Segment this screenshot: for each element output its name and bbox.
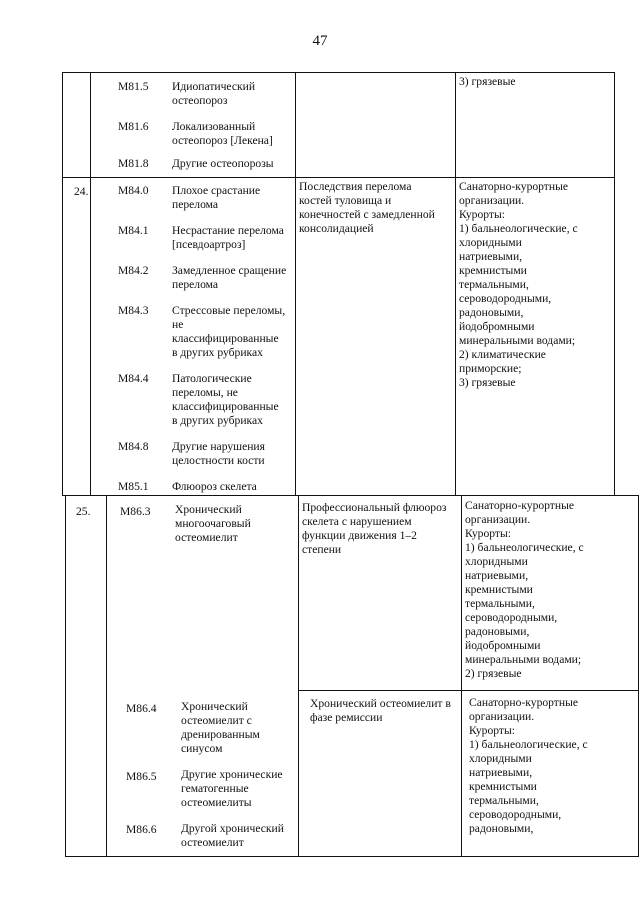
code-m84-3: M84.3 xyxy=(118,304,149,317)
name-m84-1: Несрастание перелома [псевдоартроз] xyxy=(172,224,284,251)
name-m81-5: Идиопатический остеопороз xyxy=(172,80,256,107)
code-m84-8: M84.8 xyxy=(118,440,149,453)
name-m81-6: Локализованный остеопороз [Лекена] xyxy=(172,120,273,147)
name-m84-2: Замедленное сращение перелома xyxy=(172,264,287,291)
code-m84-0: M84.0 xyxy=(118,184,149,197)
table-border-left-lower xyxy=(65,495,66,857)
name-m86-4: Хронический остеомиелит с дренированным синусом xyxy=(181,700,260,755)
name-m84-8: Другие нарушения целостности кости xyxy=(172,440,265,467)
row-sep-25 xyxy=(62,495,639,496)
name-m85-1: Флюороз скелета xyxy=(172,480,257,493)
col-sep-2 xyxy=(295,72,296,495)
code-m86-5: M86.5 xyxy=(126,770,157,783)
code-m86-6: M86.6 xyxy=(126,823,157,836)
code-m81-5: M81.5 xyxy=(118,80,149,93)
col-sep-3-lower xyxy=(461,495,462,857)
form-row25: Профессиональный флюороз скелета с нарушением функции движения 1–2 степени xyxy=(302,501,447,556)
form-row25b: Хронический остеомиелит в фазе ремиссии xyxy=(310,697,451,724)
name-m81-8: Другие остеопорозы xyxy=(172,157,274,170)
code-m84-1: M84.1 xyxy=(118,224,149,237)
code-m81-6: M81.6 xyxy=(118,120,149,133)
code-m81-8: M81.8 xyxy=(118,157,149,170)
table-border-top xyxy=(62,72,615,73)
code-m85-1: M85.1 xyxy=(118,480,149,493)
resorts-row0: 3) грязевые xyxy=(459,75,516,88)
table-border-right xyxy=(614,72,615,495)
page-number: 47 xyxy=(312,33,328,49)
code-m86-3: M86.3 xyxy=(120,505,151,518)
name-m84-4: Патологические переломы, не классифицированные в других рубриках xyxy=(172,372,279,427)
table-border-bottom xyxy=(65,856,639,857)
inner-sep-resorts xyxy=(461,690,639,691)
inner-sep-form xyxy=(298,690,461,691)
table-border-right-lower xyxy=(638,495,639,857)
row-number-24: 24. xyxy=(74,185,89,198)
col-sep-3 xyxy=(455,72,456,495)
resorts-row25b: Санаторно-курортные организации. Курорты: 1) бальнеологические, с хлоридными натриевыми, кремнистыми термальными, сероводородными, радоновыми, xyxy=(469,696,588,835)
name-m84-3: Стрессовые переломы, не классифицированные в других рубриках xyxy=(172,304,286,359)
code-m86-4: M86.4 xyxy=(126,702,157,715)
col-sep-1 xyxy=(90,72,91,495)
name-m86-6: Другой хронический остеомиелит xyxy=(181,822,284,849)
name-m84-0: Плохое срастание перелома xyxy=(172,184,261,211)
code-m84-4: M84.4 xyxy=(118,372,149,385)
resorts-row25: Санаторно-курортные организации. Курорты: 1) бальнеологические, с хлоридными натриевыми, кремнистыми термальными, сероводородными, радоновыми, йодобромными минеральными водами; 2) грязевые xyxy=(465,499,584,680)
code-m84-2: M84.2 xyxy=(118,264,149,277)
col-sep-2-lower xyxy=(298,495,299,857)
resorts-row24: Санаторно-курортные организации. Курорты: 1) бальнеологические, с хлоридными натриевыми, кремнистыми термальными, сероводородными, радоновыми, йодобромными минеральными водами; 2) климатические приморские; 3) грязевые xyxy=(459,180,578,389)
row-number-25: 25. xyxy=(76,505,91,518)
table-border-left xyxy=(62,72,63,495)
row-sep-24 xyxy=(62,177,615,178)
form-row24: Последствия перелома костей туловища и конечностей с замедленной консолидацией xyxy=(299,180,435,235)
name-m86-3: Хронический многоочаговый остеомиелит xyxy=(175,503,251,544)
name-m86-5: Другие хронические гематогенные остеомиелиты xyxy=(181,768,283,809)
col-sep-1-lower xyxy=(106,495,107,857)
